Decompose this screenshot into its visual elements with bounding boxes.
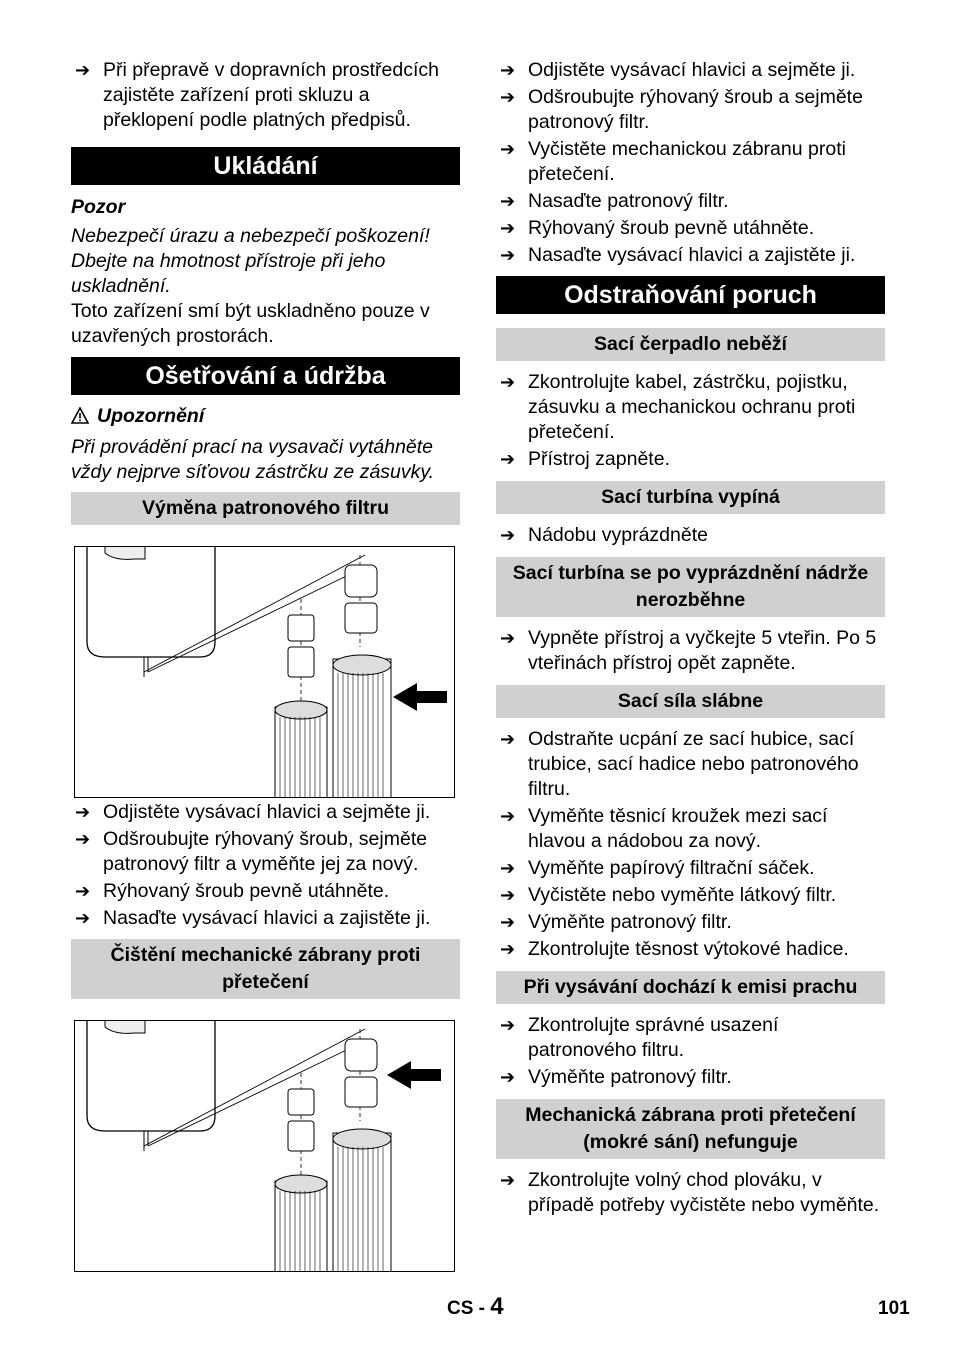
list-item: ➔ Přístroj zapněte. <box>500 448 670 470</box>
arrow-right-icon: ➔ <box>500 191 516 211</box>
left-column <box>71 58 460 1272</box>
section-heading-maintenance: Ošetřování a údržba <box>71 357 460 395</box>
arrow-right-icon: ➔ <box>500 628 516 648</box>
list-item: ➔ Rýhovaný šroub pevně utáhněte. <box>75 880 390 902</box>
list-item: ➔ Odjistěte vysávací hlavici a sejměte ji. <box>75 801 431 823</box>
arrow-right-icon: ➔ <box>75 881 91 901</box>
footer-page-number: 101 <box>878 1298 910 1319</box>
warning-text: Při provádění prací na vysavači vytáhněte vždy nejprve síťovou zástrčku ze zásuvky. <box>71 436 435 483</box>
arrow-right-icon: ➔ <box>500 912 516 932</box>
arrow-right-icon: ➔ <box>500 87 516 107</box>
list-item: ➔ Zkontrolujte těsnost výtokové hadice. <box>500 938 849 960</box>
arrow-right-icon: ➔ <box>500 939 516 959</box>
list-item: ➔ Vyměňte papírový filtrační sáček. <box>500 857 815 879</box>
arrow-right-icon: ➔ <box>75 908 91 928</box>
warning-title: Upozornění <box>71 404 460 431</box>
arrow-right-icon: ➔ <box>500 218 516 238</box>
list-item: ➔ Výměňte patronový filtr. <box>500 911 732 933</box>
arrow-right-icon: ➔ <box>500 245 516 265</box>
arrow-right-icon: ➔ <box>500 729 516 749</box>
subsection-heading-turbine-no-start: Sací turbína se po vyprázdnění nádrže nerozběhne <box>496 557 885 617</box>
subsection-heading-pump: Sací čerpadlo neběží <box>496 328 885 361</box>
list-item: ➔ Zkontrolujte správné usazení patronového filtru. <box>500 1014 779 1061</box>
list-item: ➔ Vypněte přístroj a vyčkejte 5 vteřin. Po 5 vteřinách přístroj opět zapněte. <box>500 627 877 674</box>
float-illustration <box>74 1020 455 1272</box>
section-heading-troubleshooting: Odstraňování poruch <box>496 276 885 314</box>
list-item: ➔ Při přepravě v dopravních prostředcích zajistěte zařízení proti skluzu a překlopení podle platných předpisů. <box>75 59 439 131</box>
list-item: ➔ Nádobu vyprázdněte <box>500 524 708 546</box>
caution-title: Pozor <box>71 196 126 218</box>
storage-text: Toto zařízení smí být uskladněno pouze v uzavřených prostorách. <box>71 300 430 347</box>
list-item: ➔ Rýhovaný šroub pevně utáhněte. <box>500 217 815 239</box>
subsection-heading-turbine-stops: Sací turbína vypíná <box>496 481 885 514</box>
arrow-right-icon: ➔ <box>500 885 516 905</box>
list-item: ➔ Nasaďte patronový filtr. <box>500 190 729 212</box>
subsection-heading-suction-weak: Sací síla slábne <box>496 685 885 718</box>
filter-illustration <box>74 546 455 798</box>
arrow-right-icon: ➔ <box>75 802 91 822</box>
footer-page-label: CS - 4 <box>447 1293 504 1320</box>
list-item: ➔ Nasaďte vysávací hlavici a zajistěte ji. <box>500 244 856 266</box>
arrow-right-icon: ➔ <box>75 829 91 849</box>
arrow-right-icon: ➔ <box>500 806 516 826</box>
warning-triangle-icon <box>71 406 89 431</box>
arrow-right-icon: ➔ <box>500 858 516 878</box>
arrow-right-icon: ➔ <box>500 1067 516 1087</box>
subsection-heading-float-clean: Čištění mechanické zábrany proti přetečení <box>71 939 460 999</box>
arrow-right-icon: ➔ <box>500 449 516 469</box>
arrow-right-icon: ➔ <box>500 525 516 545</box>
list-item: ➔ Zkontrolujte kabel, zástrčku, pojistku, zásuvku a mechanickou ochranu proti přetečení. <box>500 371 856 443</box>
list-item: ➔ Odjistěte vysávací hlavici a sejměte ji. <box>500 59 856 81</box>
list-item: ➔ Vyčistěte nebo vyměňte látkový filtr. <box>500 884 837 906</box>
list-item: ➔ Vyměňte těsnicí kroužek mezi sací hlavou a nádobou za nový. <box>500 805 828 852</box>
subsection-heading-filter-change: Výměna patronového filtru <box>71 492 460 525</box>
arrow-right-icon: ➔ <box>500 1015 516 1035</box>
list-item: ➔ Nasaďte vysávací hlavici a zajistěte ji. <box>75 907 431 929</box>
section-heading-storage: Ukládání <box>71 147 460 185</box>
arrow-right-icon: ➔ <box>75 60 91 80</box>
arrow-right-icon: ➔ <box>500 372 516 392</box>
arrow-right-icon: ➔ <box>500 1170 516 1190</box>
list-item: ➔ Vyčistěte mechanickou zábranu proti přetečení. <box>500 138 846 185</box>
subsection-heading-float-fault: Mechanická zábrana proti přetečení (mokré sání) nefunguje <box>496 1099 885 1159</box>
right-column <box>496 58 885 1220</box>
arrow-right-icon: ➔ <box>500 60 516 80</box>
list-item: ➔ Odšroubujte rýhovaný šroub a sejměte patronový filtr. <box>500 86 863 133</box>
list-item: ➔ Výměňte patronový filtr. <box>500 1066 732 1088</box>
list-item: ➔ Odstraňte ucpání ze sací hubice, sací trubice, sací hadice nebo patronového filtru. <box>500 728 859 800</box>
arrow-right-icon: ➔ <box>500 139 516 159</box>
caution-text: Nebezpečí úrazu a nebezpečí poškození! Dbejte na hmotnost přístroje při jeho uskladnění. <box>71 225 430 297</box>
list-item: ➔ Odšroubujte rýhovaný šroub, sejměte patronový filtr a vyměňte jej za nový. <box>75 828 428 875</box>
subsection-heading-dust-emission: Při vysávání dochází k emisi prachu <box>496 971 885 1004</box>
list-item: ➔ Zkontrolujte volný chod plováku, v případě potřeby vyčistěte nebo vyměňte. <box>500 1169 880 1216</box>
